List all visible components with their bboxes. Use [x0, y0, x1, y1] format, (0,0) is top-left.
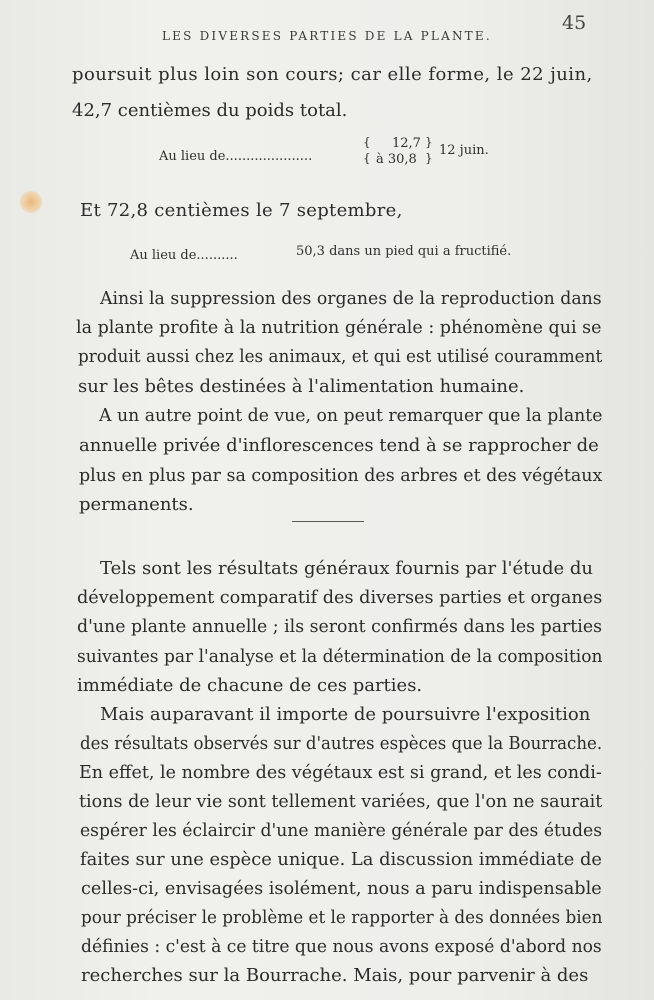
- brace-close: }: [425, 151, 433, 165]
- brace-open: {: [363, 151, 371, 165]
- text-line: pour préciser le problème et le rapporter à des données bien: [81, 907, 603, 928]
- text-line: celles-ci, envisagées isolément, nous a paru indispensable: [81, 878, 602, 899]
- comparison-label: Au lieu de..........: [130, 248, 238, 263]
- text-line: des résultats observés sur d'autres espèces que la Bourrache.: [80, 733, 603, 754]
- section-divider: [292, 521, 364, 522]
- brace-close: }: [425, 135, 433, 149]
- text-line: recherches sur la Bourrache. Mais, pour parvenir à des: [81, 965, 589, 986]
- text-line: permanents.: [79, 494, 194, 515]
- running-title: LES DIVERSES PARTIES DE LA PLANTE.: [162, 29, 492, 43]
- text-line: suivantes par l'analyse et la détermination de la composition: [77, 646, 603, 667]
- comparison-value: 50,3 dans un pied qui a fructifié.: [296, 244, 512, 259]
- text-line: la plante profite à la nutrition générale : phénomène qui se: [76, 317, 602, 338]
- text-line: définies : c'est à ce titre que nous avons exposé d'abord nos: [81, 936, 602, 957]
- text-line: Ainsi la suppression des organes de la reproduction dans: [100, 288, 602, 309]
- text-line: 42,7 centièmes du poids total.: [72, 100, 348, 121]
- page-number: 45: [562, 12, 587, 34]
- comparison-label: Au lieu de.....................: [159, 149, 313, 164]
- text-line: d'une plante annuelle ; ils seront confirmés dans les parties: [77, 616, 602, 637]
- brace-open: {: [363, 135, 371, 149]
- text-line: Mais auparavant il importe de poursuivre l'exposition: [100, 704, 591, 725]
- text-line: sur les bêtes destinées à l'alimentation humaine.: [78, 376, 525, 397]
- text-line: poursuit plus loin son cours; car elle forme, le 22 juin,: [72, 64, 593, 85]
- text-line: développement comparatif des diverses parties et organes: [77, 587, 603, 608]
- text-line: espérer les éclaircir d'une manière générale par des études: [80, 820, 603, 841]
- comparison-date: 12 juin.: [439, 143, 489, 158]
- text-line: faites sur une espèce unique. La discussion immédiate de: [80, 849, 602, 870]
- text-line: plus en plus par sa composition des arbres et des végétaux: [79, 465, 603, 486]
- paper-stain: [20, 191, 42, 213]
- text-line: produit aussi chez les animaux, et qui est utilisé couramment: [78, 346, 603, 367]
- text-line: Tels sont les résultats généraux fournis par l'étude du: [100, 558, 593, 579]
- text-line: tions de leur vie sont tellement variées, que l'on ne saurait: [79, 791, 603, 812]
- text-line: annuelle privée d'inflorescences tend à se rapprocher de: [79, 435, 599, 456]
- text-line: En effet, le nombre des végétaux est si grand, et les condi-: [79, 762, 602, 783]
- text-line: immédiate de chacune de ces parties.: [77, 675, 423, 696]
- text-line: A un autre point de vue, on peut remarquer que la plante: [99, 405, 603, 426]
- comparison-value-b: à 30,8: [376, 152, 417, 167]
- comparison-value-a: 12,7: [392, 136, 421, 151]
- text-line: Et 72,8 centièmes le 7 septembre,: [80, 200, 403, 221]
